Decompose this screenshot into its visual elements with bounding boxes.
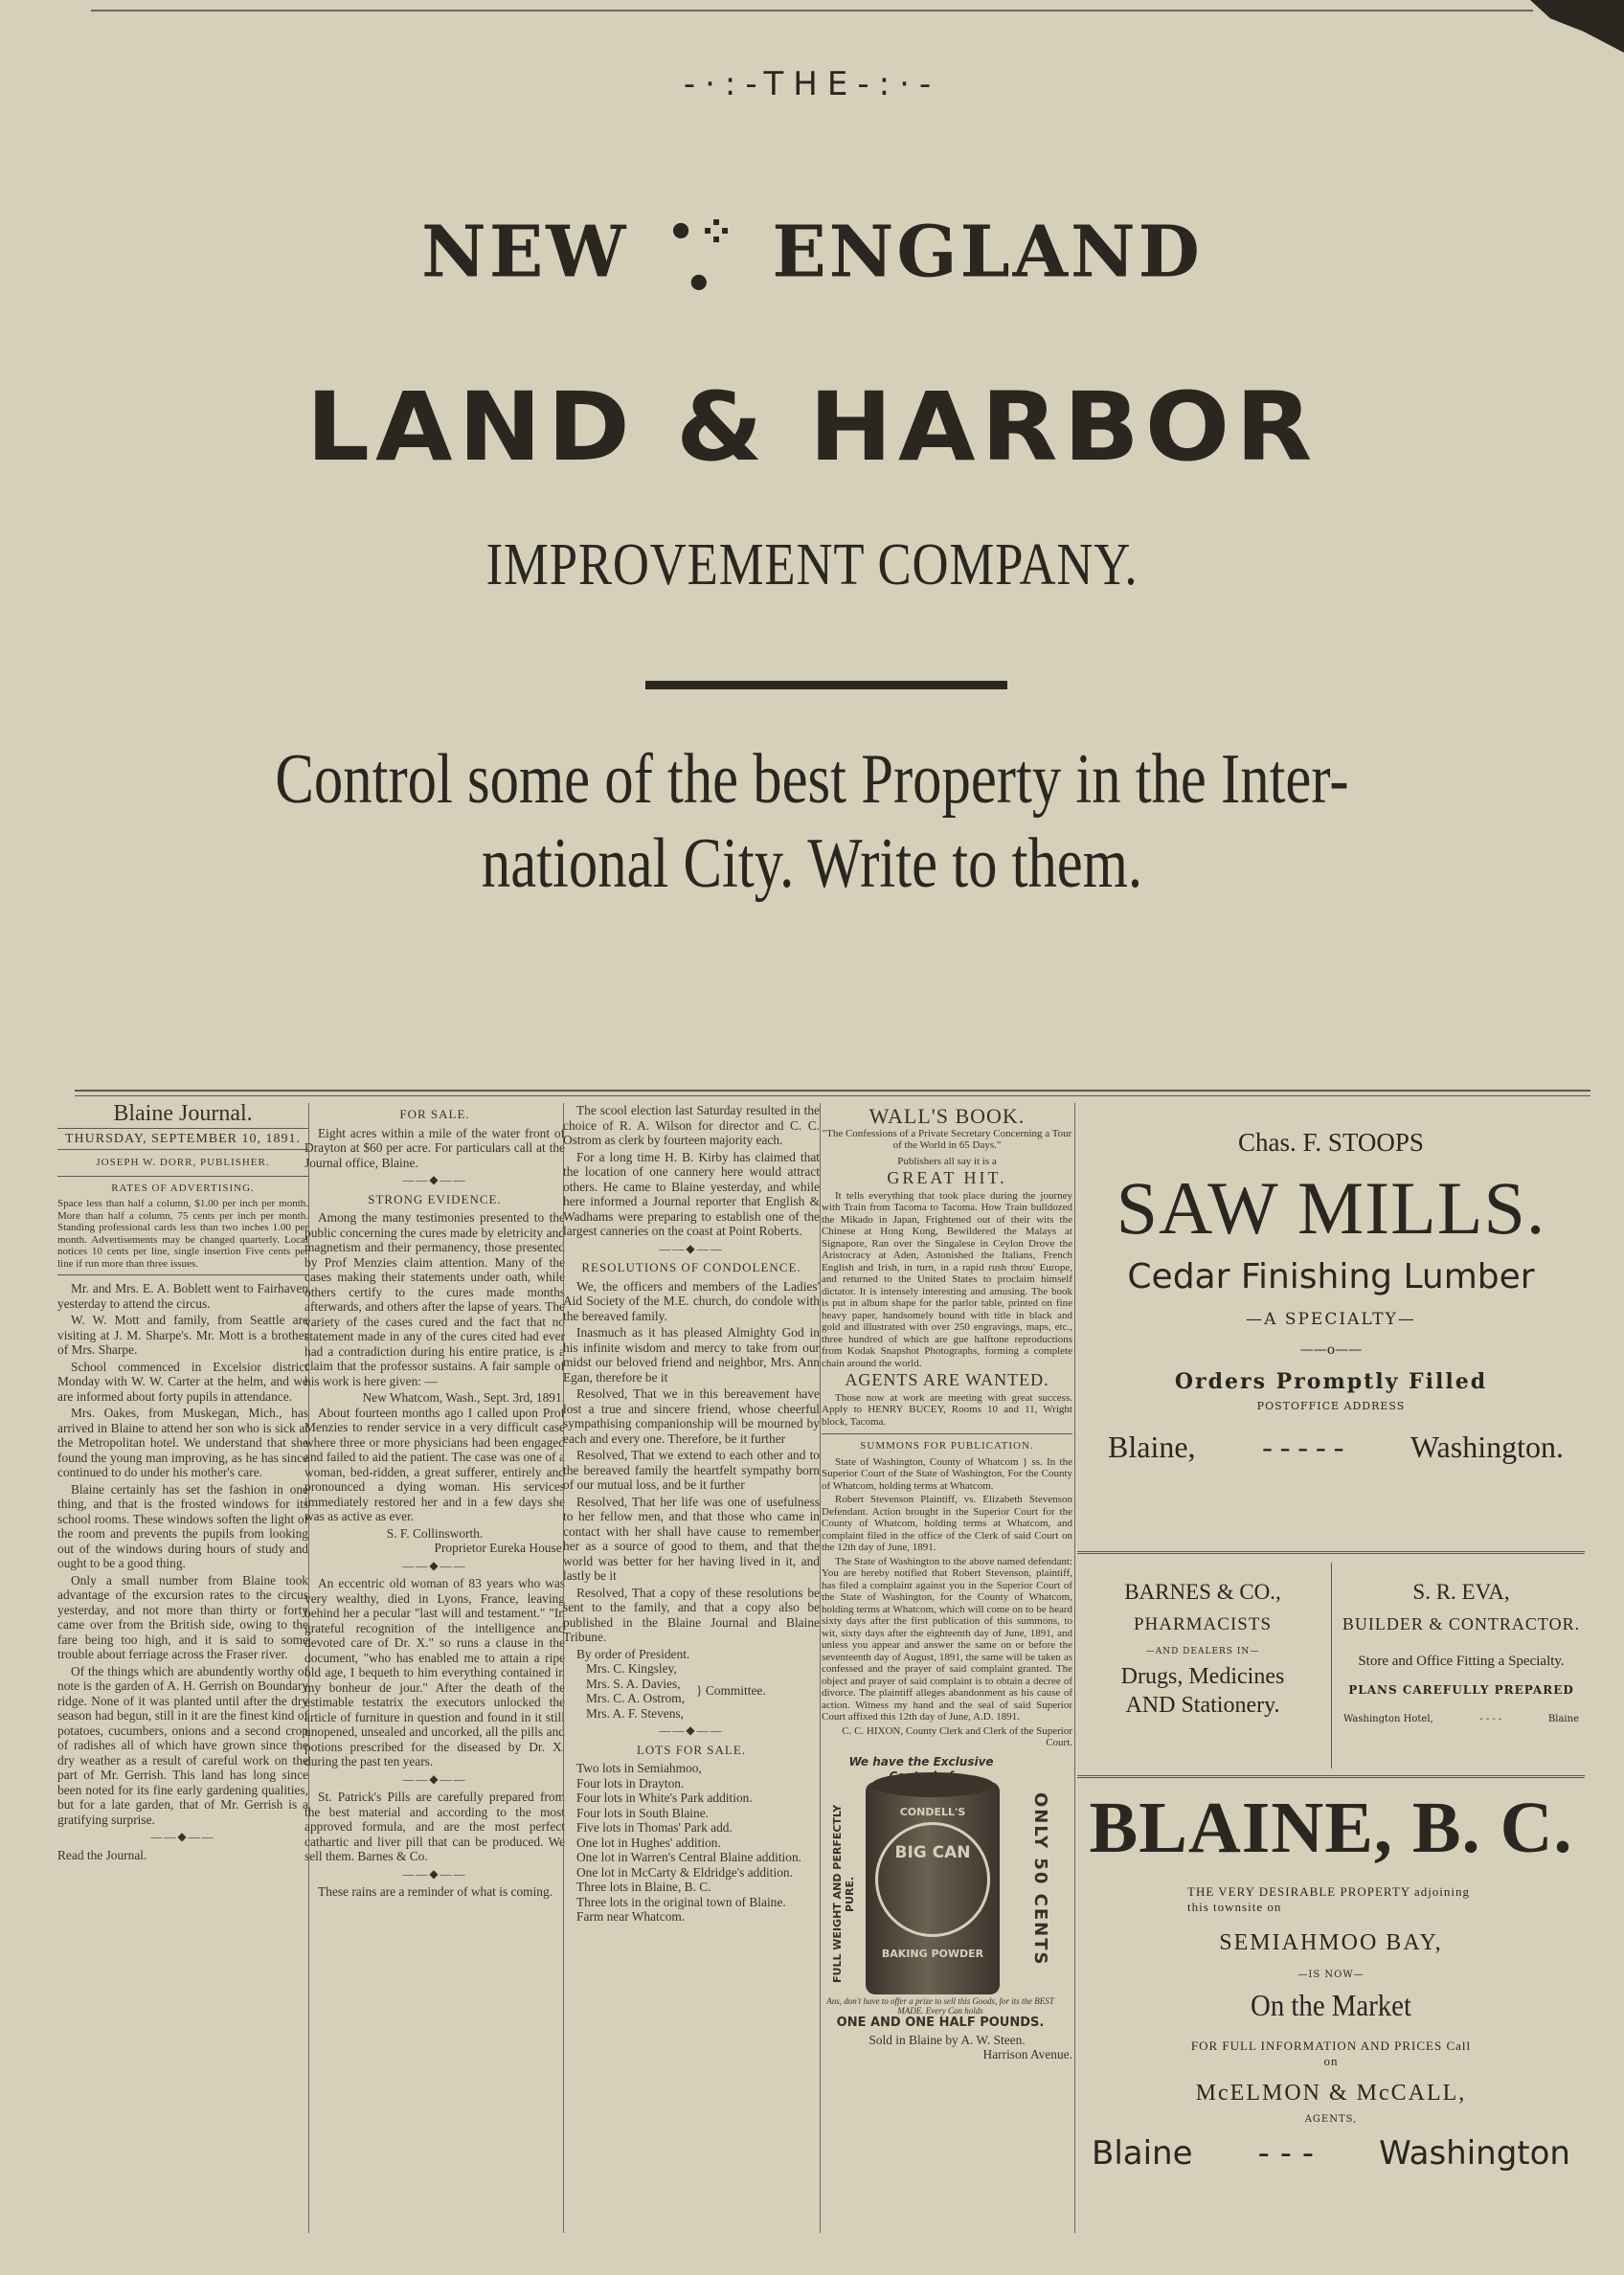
walls-book-heading: WALL'S BOOK. bbox=[868, 1104, 1026, 1128]
can-brand: CONDELL'S bbox=[899, 1805, 966, 1818]
lot-item: One lot in Warren's Central Blaine addition. bbox=[576, 1850, 801, 1864]
great-hit: GREAT HIT. bbox=[887, 1168, 1007, 1187]
blaine-property-text: THE VERY DESIRABLE PROPERTY adjoining this townsite on bbox=[1187, 1884, 1471, 1914]
walls-book-subtitle: "The Confessions of a Private Secretary Concerning a Tour of the World in 65 Days." bbox=[822, 1127, 1072, 1151]
signature: S. F. Collinsworth. bbox=[386, 1525, 484, 1541]
barnes-title: PHARMACISTS bbox=[1133, 1614, 1273, 1634]
saw-mills-title: SAW MILLS. bbox=[1116, 1166, 1546, 1250]
ornament-rule: ——◆—— bbox=[659, 1241, 724, 1255]
walls-book-text: It tells everything that took place during the journey with Train from Tacoma to Tacoma. How Train bulldozed the Mikado in Japan, Frightened out of their wits the Chinese at Hong Kong, Bewildered the Malays at Signapore, Ran over the Singalese in Ceylon Drove the Aristocracy at Aden, Astonished the Italians, French English and Irish, in turn, in a rapid rush throu' Europe, and returned to the United States to proclaim himself dictator. It is intensely interesting and amusing. The book is put in album shape for the parlor table, printed on fine heavy paper, handsomely bound with title in black and gold and illustrated with over 250 engravings, maps, etc., three hundred of which are gue halftone reproductions from Kodak Snapshot Photographs, forming a complete chain around the world. bbox=[822, 1189, 1072, 1369]
stoops-city: Blaine, bbox=[1108, 1430, 1196, 1464]
barnes-ad bbox=[1077, 1563, 1328, 1773]
journal-date: THURSDAY, SEPTEMBER 10, 1891. bbox=[57, 1128, 308, 1151]
baking-powder-note: Ans, don't have to offer a prize to sell this Goods, for its the BEST MADE. Every Can holds bbox=[826, 1995, 1054, 2016]
news-item: Eight acres within a mile of the water front of Drayton at $60 per acre. For particulars call at the Journal office, Blaine. bbox=[304, 1125, 565, 1170]
eva-plans: PLANS CAREFULLY PREPARED bbox=[1348, 1683, 1574, 1697]
column-divider bbox=[820, 1103, 821, 2233]
news-item: Inasmuch as it has pleased Almighty God in his infinite wisdom and mercy to take from our midst our beloved friend and neighbor, Mrs. Ann Egan, therefore be it bbox=[563, 1325, 820, 1385]
eva-name: S. R. EVA, bbox=[1412, 1580, 1510, 1604]
ornament-rule: ——◆—— bbox=[402, 1173, 467, 1186]
col1-footer: Read the Journal. bbox=[57, 1847, 147, 1862]
news-item: The scool election last Saturday resulted in the choice of R. A. Wilson for director and C. C. Ostrom as clerk by fourteen majority each. bbox=[563, 1103, 820, 1147]
slogan bbox=[147, 737, 1478, 906]
blaine-bc-title: BLAINE, B. C. bbox=[1089, 1788, 1573, 1868]
news-item: Resolved, That we in this bereavement have lost a true and sincere friend, whose cheerful sympathising companionship will be mourned by each and every one. Therefore, be it further bbox=[563, 1386, 820, 1446]
lots-heading: LOTS FOR SALE. bbox=[636, 1742, 747, 1757]
ornament-rule: ——◆—— bbox=[402, 1866, 467, 1881]
lot-item: Farm near Whatcom. bbox=[576, 1909, 686, 1924]
lot-item: Four lots in White's Park addition. bbox=[576, 1791, 753, 1805]
masthead-the: -·:-THE-:·- bbox=[683, 65, 941, 103]
signature-title: Proprietor Eureka House. bbox=[434, 1541, 565, 1555]
committee-member: Mrs. A. F. Stevens, bbox=[586, 1705, 684, 1721]
column-1 bbox=[57, 1103, 308, 2233]
blaine-city: Blaine bbox=[1092, 2134, 1193, 2173]
news-item: An eccentric old woman of 83 years who was very wealthy, died in Lyons, France, leaving behind her a pecular "last will and testament." "In grateful recognition of the intelligence and devoted care of Dr. X." so runs a clause in the document, "who has enabled me to attain a ripe old age, I bequeth to him everything contained in my bonheur de jour." After the death of the estimable testatrix the executors unlocked the article of furniture in question and found in it still unopened, unsealed and uncorked, all the pills and potions prescribed for the diseased by Dr. X. during the past ten years. bbox=[304, 1576, 565, 1768]
ornament-rule: ——◆—— bbox=[150, 1830, 215, 1843]
summons-text: State of Washington, County of Whatcom } ss. In the Superior Court of the State of Washington, For the County of Whatcom, holding terms at Whatcom. bbox=[822, 1455, 1072, 1492]
news-item: Blaine certainly has set the fashion in one thing, and that is the frosted windows for its school rooms. These windows soften the light of the room and prevents the pupils from looking out of the windows during hours of study and ought to be a good thing. bbox=[57, 1481, 308, 1570]
clerk-signature: C. C. HIXON, County Clerk and Clerk of the Superior Court. bbox=[842, 1724, 1072, 1748]
news-item: Mrs. Oakes, from Muskegan, Mich., has arrived in Blaine to attend her son who is sick at the Metropolitan hotel. We understand that she found the young man improving, as he has since continued to do under his mother's care. bbox=[57, 1406, 308, 1479]
baking-powder-headline: We have the Exclusive bbox=[848, 1754, 994, 1768]
stoops-dashes: - - - - - bbox=[1262, 1430, 1344, 1464]
stoops-address bbox=[1077, 1430, 1585, 1465]
lot-item: Four lots in Drayton. bbox=[576, 1775, 685, 1791]
rates-text: Space less than half a column, $1.00 per inch per month. More than half a column, 75 cents per inch per month. Standing professional cards less than two inches 1.00 per month. Advertisements may be changed quarterly. Local notices 10 cents per line, single insertion Five cents per line if run more than three issues. bbox=[57, 1198, 308, 1275]
masthead-england: ENGLAND bbox=[772, 211, 1203, 294]
summons-text: The State of Washington to the above named defendant: You are hereby notified that Robert Stevenson, plaintiff, has filed a complaint against you in the Superior Court of the State of Washington, for the County of Whatcom, holding terms at Whatcom, which will come on to be heard sixty days after the first publication of this summons, to wit, sixty days after the eighteenth day of June, 1891, and unless you appear and answer the same on or before the seventeenth day of August, 1891, the same will be taken as confessed and the prayer of said complaint granted. The object and prayer of said complaint is to obtain a decree of divorce. The plaintiff alleges abandonment as his cause of action. Witness my hand and the seal of said Superior Court affixed this 12th day of June, A.D. 1891. bbox=[822, 1555, 1072, 1723]
news-item: W. W. Mott and family, from Seattle are visiting at J. M. Sharpe's. Mr. Mott is a brother of Mrs. Sharpe. bbox=[57, 1313, 308, 1357]
masthead-rule bbox=[645, 681, 1007, 689]
agents-wanted: AGENTS ARE WANTED. bbox=[845, 1370, 1049, 1389]
postoffice-address-label: POSTOFFICE ADDRESS bbox=[1256, 1400, 1406, 1412]
news-item: Only a small number from Blaine took advantage of the excursion rates to the circus yesterday, and not more than thirty or forty came over from the British side, owing to the fare being too high, and it is said to some trouble about ferriage across the Fraser river. bbox=[57, 1572, 308, 1661]
news-item: About fourteen months ago I called upon Prof Menzies to render service in a very difficult case where three or more physicians had been engaged and failed to aid the patient. The case was one of a woman, bed-ridden, a great sufferer, entirely and pronounced a dying woman. His services immediately restored her and in a few days she was as active as ever. bbox=[304, 1405, 565, 1523]
blaine-bc-ad bbox=[1072, 1783, 1590, 2242]
letter-place: New Whatcom, Wash., Sept. 3rd, 1891. bbox=[362, 1390, 565, 1405]
ornament-rule: ——o—— bbox=[1299, 1342, 1363, 1358]
price-side-text: ONLY 50 CENTS bbox=[1030, 1791, 1050, 1967]
news-item: Of the things which are abundently worthy of note is the garden of A. H. Gerrish on Boundary ridge. None of it was planted until after the dry season had begun, still in it are the finest kind of potatoes, cucumbers, onions and a second crop of radishes all of which have grown since the dry weather as a result of careful work on the part of Mr. Gerrish. This land has long since been noted for its fine early gardening qualities, but for a late garden, that of Mr. Gerrish is a gratifying surprise. bbox=[57, 1663, 308, 1827]
order-line: By order of President. bbox=[576, 1646, 690, 1661]
blaine-dashes: - - - bbox=[1257, 2134, 1315, 2173]
for-sale-heading: FOR SALE. bbox=[399, 1107, 470, 1121]
news-item: These rains are a reminder of what is coming. bbox=[318, 1884, 553, 1899]
agents-name: McELMON & McCALL, bbox=[1195, 2081, 1467, 2106]
on-the-market: On the Market bbox=[1251, 1988, 1411, 2022]
agents-label: AGENTS, bbox=[1304, 2114, 1358, 2125]
news-item: Resolved, That we extend to each other and to the bereaved family the heartfelt sympathy born of our mutual loss, and be it further bbox=[563, 1448, 820, 1492]
ad-divider bbox=[1077, 1775, 1585, 1778]
baking-powder-side-text: FULL WEIGHT AND PERFECTLY PURE. bbox=[831, 1804, 856, 1983]
ad-column-divider bbox=[1331, 1563, 1332, 1768]
journal-title: Blaine Journal. bbox=[113, 1103, 253, 1126]
news-item: Resolved, That a copy of these resolutions be sent to the family, and that a copy also be published in the Blaine Journal and Blaine Tribune. bbox=[563, 1585, 820, 1644]
lot-item: Three lots in Blaine, B. C. bbox=[576, 1880, 711, 1894]
news-item: School commenced in Excelsior district Monday with W. W. Carter at the helm, and we are informed about forty pupils in attendance. bbox=[57, 1359, 308, 1404]
eva-address bbox=[1336, 1714, 1587, 1724]
ornament-rule: ——◆—— bbox=[659, 1723, 724, 1737]
journal-publisher: JOSEPH W. DORR, PUBLISHER. bbox=[57, 1156, 308, 1177]
ornament-icon: •⁘• bbox=[666, 206, 738, 309]
strong-evidence-heading: STRONG EVIDENCE. bbox=[368, 1191, 502, 1206]
eva-title: BUILDER & CONTRACTOR. bbox=[1342, 1614, 1581, 1633]
info-line: FOR FULL INFORMATION AND PRICES Call on bbox=[1190, 2038, 1472, 2068]
rates-heading: RATES OF ADVERTISING. bbox=[111, 1182, 255, 1194]
eva-hotel: Washington Hotel, bbox=[1343, 1714, 1433, 1724]
can-product: BAKING POWDER bbox=[881, 1947, 984, 1960]
masthead-new-england bbox=[0, 206, 1624, 309]
eva-ad bbox=[1336, 1563, 1587, 1773]
baking-powder-ad bbox=[825, 1755, 1069, 2033]
top-rule bbox=[91, 10, 1533, 11]
column-4 bbox=[822, 1103, 1072, 2242]
stoops-state: Washington. bbox=[1410, 1430, 1564, 1464]
committee-member: Mrs. C. Kingsley, bbox=[586, 1661, 677, 1676]
sold-address: Harrison Avenue. bbox=[982, 2047, 1072, 2061]
eva-specialty: Store and Office Fitting a Specialty. bbox=[1358, 1654, 1565, 1669]
lot-item: Five lots in Thomas' Park add. bbox=[576, 1820, 733, 1835]
resolutions-heading: RESOLUTIONS OF CONDOLENCE. bbox=[581, 1260, 801, 1274]
masthead-improvement-company: IMPROVEMENT COMPANY. bbox=[485, 532, 1139, 597]
column-3 bbox=[563, 1103, 820, 2242]
committee-member: Mrs. S. A. Davies, bbox=[586, 1676, 681, 1691]
lot-item: Two lots in Semiahmoo, bbox=[576, 1761, 702, 1775]
ornament-rule: ——◆—— bbox=[402, 1771, 467, 1786]
committee-member: Mrs. C. A. Ostrom, bbox=[586, 1691, 686, 1705]
barnes-name: BARNES & CO., bbox=[1124, 1580, 1281, 1604]
newspaper-rule bbox=[75, 1090, 1590, 1092]
eva-city: Blaine bbox=[1547, 1714, 1579, 1724]
specialty: —A SPECIALTY— bbox=[1246, 1310, 1416, 1329]
lot-item: One lot in Hughes' addition. bbox=[576, 1835, 721, 1850]
lot-item: Four lots in South Blaine. bbox=[576, 1805, 710, 1820]
publishers-line: Publishers all say it is a bbox=[897, 1155, 997, 1167]
can-lid-icon bbox=[871, 1772, 994, 1797]
saw-mills-ad bbox=[1077, 1103, 1585, 1543]
news-item: Resolved, That her life was one of usefulness to her fellow men, and that those who came in contact with her shall have cause to remember her as a source of good to them, and that the world was better for her having lived in it, and lastly be it bbox=[563, 1494, 820, 1583]
agents-text: Those now at work are meeting with great success. Apply to HENRY BUCEY, Rooms 10 and 11, Wright block, Tacoma. bbox=[822, 1391, 1072, 1428]
masthead-new: NEW bbox=[421, 211, 629, 294]
slogan-line-1: Control some of the best Property in the Inter- bbox=[275, 740, 1349, 819]
blaine-state: Washington bbox=[1379, 2134, 1570, 2173]
sold-by: Sold in Blaine by A. W. Steen. bbox=[868, 2032, 1026, 2047]
news-item: Among the many testimonies presented to the public concerning the cures made by eletricity and magnetism and their permanency, those presented by Prof Menzies claim attention. Many of the cases making their statements under oath, while others certify to the cures made months afterwards, and others after the lapse of years. The variety of the cases cured and the fact that no statement made in any of the cures cited had ever had a contradiction during his entire pratice, is a claim that the professor sustains. A fair sample of his work is here given: — bbox=[304, 1210, 565, 1388]
column-2 bbox=[304, 1103, 565, 2242]
summons-heading: SUMMONS FOR PUBLICATION. bbox=[822, 1433, 1072, 1453]
news-item: We, the officers and members of the Ladies' Aid Society of the M.E. church, do condole with the bereaved family. bbox=[563, 1278, 820, 1323]
lots-list bbox=[563, 1761, 820, 1925]
committee-label: } Committee. bbox=[696, 1683, 766, 1699]
can-label: BIG CAN bbox=[875, 1822, 990, 1937]
news-item: Mr. and Mrs. E. A. Boblett went to Fairhaven yesterday to attend the circus. bbox=[57, 1281, 308, 1311]
lot-item: One lot in McCarty & Eldridge's addition. bbox=[576, 1864, 793, 1880]
masthead-land-harbor: LAND & HARBOR bbox=[305, 372, 1319, 483]
news-item: For a long time H. B. Kirby has claimed that the location of one cannery here would attract others. He came to Blaine yesterday, and while here informed a Journal reporter that English & Wadhams were preparing to establish one of the largest canneries on the coast at Point Roberts. bbox=[563, 1149, 820, 1238]
barnes-goods: Drugs, Medicines AND Stationery. bbox=[1120, 1664, 1285, 1718]
semiahmoo-bay: SEMIAHMOO BAY, bbox=[1219, 1930, 1443, 1955]
newspaper-rule-thin bbox=[75, 1095, 1590, 1096]
blaine-address bbox=[1072, 2134, 1590, 2173]
lot-item: Three lots in the original town of Blaine. bbox=[576, 1894, 786, 1909]
barnes-dealers: —AND DEALERS IN— bbox=[1145, 1647, 1260, 1656]
orders-filled: Orders Promptly Filled bbox=[1174, 1369, 1488, 1394]
eva-dashes: - - - - bbox=[1479, 1714, 1502, 1724]
news-item: St. Patrick's Pills are carefully prepared from the best material and according to the most approved formula, and are the most perfect cathartic and liver pill that can be produced. We sell them. Barnes & Co. bbox=[304, 1790, 565, 1863]
slogan-line-2: national City. Write to them. bbox=[481, 824, 1143, 903]
baking-powder-weight: ONE AND ONE HALF POUNDS. bbox=[836, 2015, 1045, 2030]
cedar-lumber: Cedar Finishing Lumber bbox=[1127, 1257, 1535, 1296]
summons-text: Robert Stevenson Plaintiff, vs. Elizabeth Stevenson Defendant. Action brought in the Superior Court for the County of Whatcom, holding terms at Whatcom, and complaint filed in the office of the Clerk of said Court on the 12th day of June, 1891. bbox=[822, 1494, 1072, 1553]
committee-block bbox=[563, 1661, 820, 1721]
ornament-rule: ——◆—— bbox=[402, 1558, 467, 1572]
is-now: —IS NOW— bbox=[1297, 1970, 1365, 1980]
torn-corner bbox=[1490, 0, 1624, 53]
ad-divider bbox=[1077, 1551, 1585, 1554]
stoops-name: Chas. F. STOOPS bbox=[1238, 1128, 1424, 1157]
